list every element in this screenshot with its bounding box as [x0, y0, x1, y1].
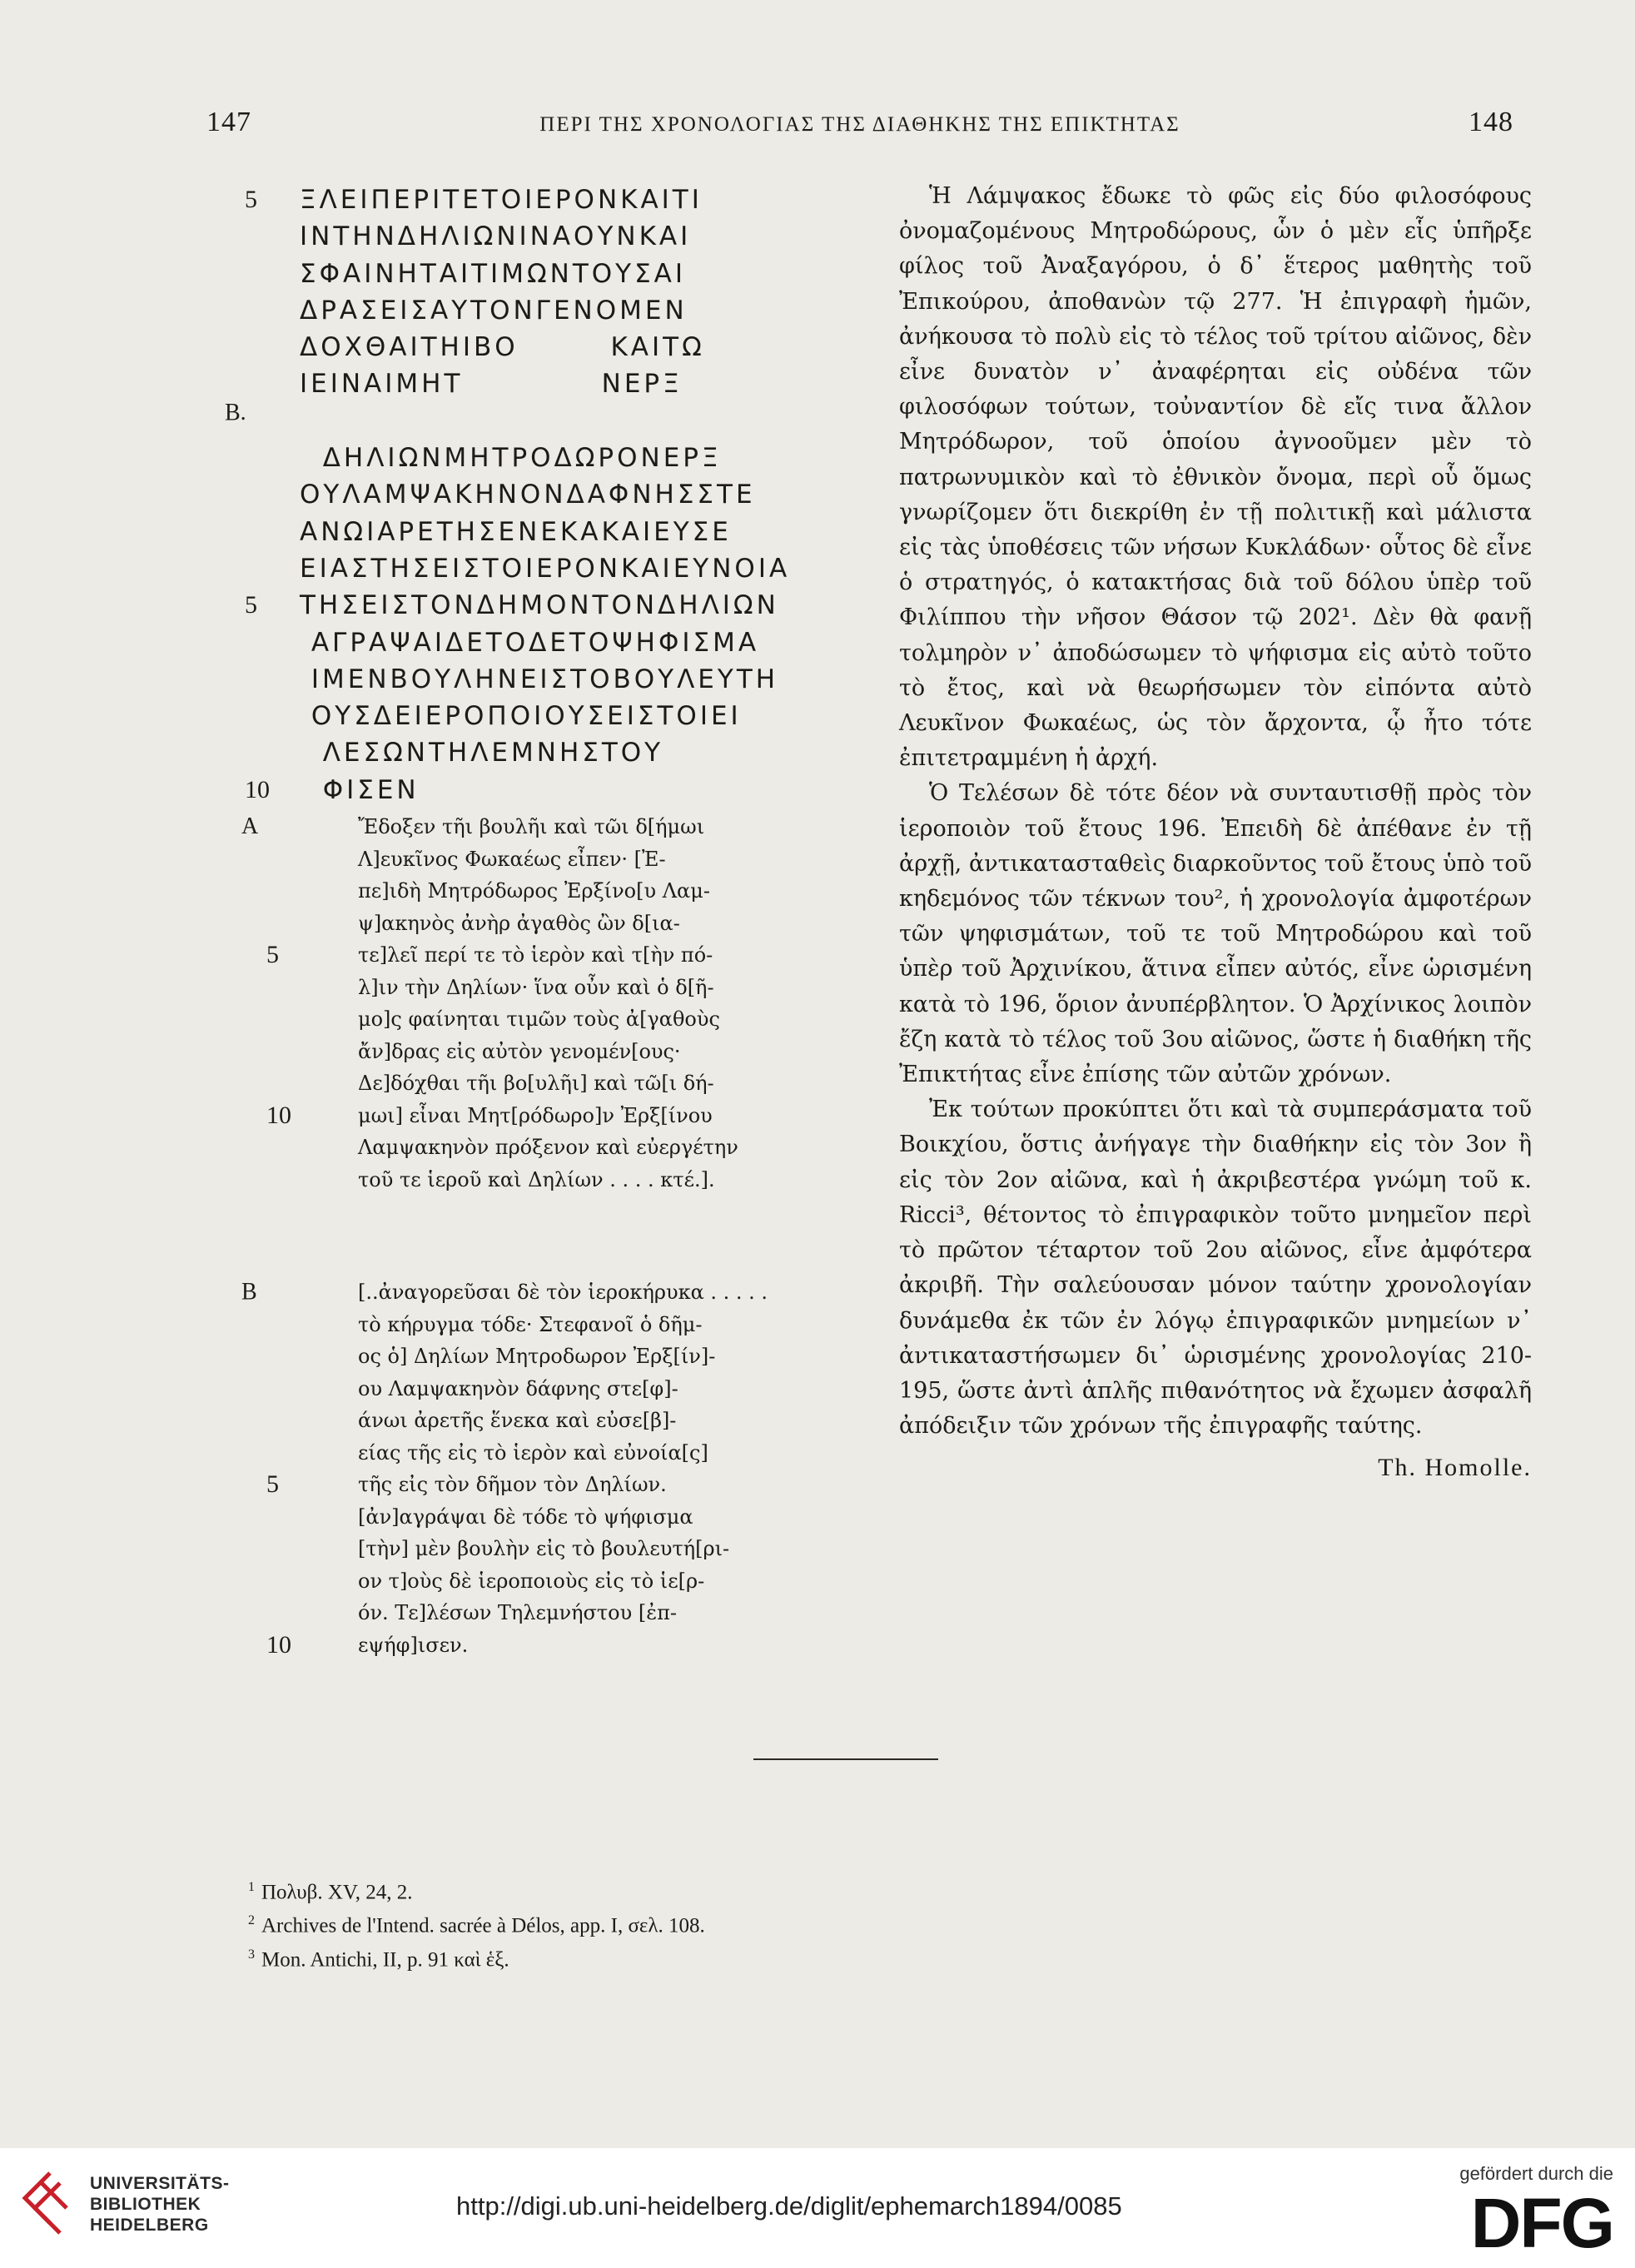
inscription-text: ΑΝΩΙΑΡΕΤΗΣΕΝΕΚΑΚΑΙΕΥΣΕ: [300, 516, 732, 547]
section-mark: Α: [241, 813, 259, 839]
transcription-line: [358, 1597, 824, 1629]
line-number: 5: [245, 186, 257, 213]
footnote-separator: [753, 1758, 938, 1760]
transcription-text: ου Λαμψακηνὸν δάφνης στε[φ]-: [358, 1376, 678, 1400]
inscription-text: ΑΓΡΑΨΑΙΔΕΤΟΔΕΤΟΨΗΦΙΣΜΑ: [300, 627, 760, 658]
line-number: 10: [245, 775, 270, 803]
footnotes: [248, 1873, 705, 1974]
transcription-text: Ἔδοξεν τῆι βουλῆι καὶ τῶι δ[ήμωι: [358, 815, 705, 838]
transcription-line: [358, 908, 824, 940]
page-number-left: 147: [206, 107, 251, 137]
transcription-line: [358, 972, 824, 1004]
inscription-line: [225, 624, 857, 661]
transcription-line: [358, 1533, 824, 1565]
transcription-text: τὸ κήρυγμα τόδε· Στεφανοῖ ὁ δῆμ-: [358, 1312, 703, 1336]
line-number: 10: [266, 1630, 291, 1659]
transcription-text: Δε]δόχθαι τῆι βο[υλῆι] καὶ τῶ[ι δή-: [358, 1072, 714, 1095]
inscription-line: [225, 698, 857, 734]
transcription-text: μωι] εἶναι Μητ[ρόδωρο]ν Ἐρξ[ίνου: [358, 1103, 713, 1127]
inscription-section-mark: Β.: [225, 400, 246, 425]
page-number-right: 148: [1468, 107, 1513, 137]
transcription-text: [..ἀναγορεῦσαι δὲ τὸν ἱεροκήρυκα . . . . .: [358, 1281, 768, 1304]
inscription-line: [225, 366, 857, 402]
commentary-column: [899, 179, 1532, 1486]
transcription-line: [358, 1501, 824, 1534]
inscription-text: ΦΙΣΕΝ: [300, 774, 420, 805]
transcription-line: [266, 1100, 824, 1132]
transcription-text: τε]λεῖ περί τε τὸ ἱερὸν καὶ τ[ὴν πό-: [358, 943, 713, 967]
institution-name: UNIVERSITÄTS- BIBLIOTHEK HEIDELBERG: [90, 2174, 230, 2235]
transcription-line: [358, 1003, 824, 1036]
inscription-line: [225, 329, 857, 366]
transcription-line: [266, 1469, 824, 1501]
inscription-line: [225, 218, 857, 255]
inscription-line: [225, 587, 857, 624]
transcription-line: [266, 1629, 824, 1662]
running-title: ΠΕΡΙ ΤΗΣ ΧΡΟΝΟΛΟΓΙΑΣ ΤΗΣ ΔΙΑΘΗΚΗΣ ΤΗΣ ΕΠΙΚΤΗΤΑΣ: [539, 113, 1180, 136]
inscription-line: [225, 550, 857, 587]
inscription-text: ΙΝΤΗΝΔΗΛΙΩΝΙΝΑΟΥΝΚΑΙ: [300, 221, 692, 252]
transcription-text: λ]ιν τὴν Δηλίων· ἵνα οὖν καὶ ὁ δ[ῆ-: [358, 975, 714, 999]
university-library-logo-icon[interactable]: [17, 2166, 75, 2241]
transcription-b: [241, 1276, 824, 1661]
inscription-text: ΟΥΣΔΕΙΕΡΟΠΟΙΟΥΣΕΙΣΤΟΙΕΙ: [300, 701, 742, 732]
inscription-line: [225, 734, 857, 771]
transcription-text: Λαμψακηνὸν πρόξενον καὶ εὐεργέτην: [358, 1136, 738, 1159]
inscription-line: [225, 256, 857, 292]
transcription-text: ος ὁ] Δηλίων Μητροδωρον Ἐρξ[ίν]-: [358, 1345, 716, 1368]
paragraph-3: Ἐκ τούτων προκύπτει ὅτι καὶ τὰ συμπεράσματα τοῦ Βοικχίου, ὅστις ἀνήγαγε τὴν διαθήκην εἰς τὸν 3ον ἢ εἰς τὸν 2ον αἰῶνα, καὶ ἡ ἀκριβεστέρα γνώμη τοῦ κ. Ricci³, θέτοντος τὸ ἐπιγραφικὸν τοῦτο μνημεῖον περὶ τὸ πρῶτον τέταρτον τοῦ 2ου αἰῶνος, εἶνε ἀμφότερα ἀκριβῆ. Τὴν σαλεύουσαν μόνον ταύτην χρονολογίαν δυνάμεθα ἐκ τῶν ἐν λόγῳ ἐπιγραφικῶν μνημείων ν᾽ ἀντικαταστήσωμεν δι᾽ ὡρισμένης χρονολογίας 210-195, ὥστε ἀντὶ ἁπλῆς πιθανότητος νὰ ἔχωμεν ἀσφαλῆ ἀπόδειξιν τῶν χρόνων τῆς ἐπιγραφῆς ταύτης.: [899, 1097, 1532, 1440]
inscription-text: ΔΟΧΘΑΙΤΗΙΒΟ ΚΑΙΤΩ: [300, 332, 705, 363]
transcription-line: [241, 1276, 824, 1309]
line-number: 5: [266, 1470, 279, 1498]
transcription-text: είας τῆς εἰς τὸ ἱερὸν καὶ εὐνοία[ς]: [358, 1440, 708, 1465]
paragraph-2: Ὁ Τελέσων δὲ τότε δέον νὰ συνταυτισθῇ πρὸς τὸν ἱεροποιὸν τοῦ ἔτους 196. Ἐπειδὴ δὲ ἀπέθανε ἐν τῇ ἀρχῇ, ἀντικατασταθεὶς διαρκοῦντος τοῦ ἔτους ὑπὸ τοῦ κηδεμόνος τῶν τέκνων του², ἡ χρονολογία ἀμφοτέρων τῶν ψηφισμάτων, τοῦ τε τοῦ Μητροδώρου καὶ τοῦ ὑπὲρ τοῦ Ἀρχινίκου, ἅτινα εἶπεν αὐτός, εἶνε ὡρισμένη κατὰ τὸ 196, ὅριον ἀνυπέρβλητον. Ὁ Ἀρχίνικος λοιπὸν ἔζη κατὰ τὸ τέλος τοῦ 3ου αἰῶνος, ὥστε ἡ διαθήκη τῆς Ἐπικτήτας εἶνε ἐπίσης τῶν αὐτῶν χρόνων.: [899, 780, 1532, 1088]
dfg-logo[interactable]: DFG: [1470, 2184, 1613, 2262]
inscription-line: [225, 514, 857, 550]
inscription-text: ΛΕΣΩΝΤΗΛΕΜΝΗΣΤΟΥ: [300, 738, 664, 768]
inscription-line: [225, 292, 857, 329]
transcription-line: [358, 1036, 824, 1068]
transcription-line: [358, 843, 824, 876]
digitization-footer: [0, 2148, 1635, 2268]
inscription-text: ΙΕΙΝΑΙΜΗΤ ΝΕΡΞ: [300, 369, 683, 400]
inscription-line: [225, 440, 857, 476]
inscription-text: ΕΙΑΣΤΗΣΕΙΣΤΟΙΕΡΟΝΚΑΙΕΥΝΟΙΑ: [300, 553, 791, 584]
transcription-line: [358, 1164, 824, 1196]
line-number: 5: [245, 591, 257, 619]
author-signature: Th. Homolle.: [1378, 1454, 1532, 1482]
transcription-line: [358, 875, 824, 908]
transcription-text: Λ]ευκῖνος Φωκαέως εἶπεν· [Ἐ-: [358, 847, 666, 871]
funding-note: gefördert durch die: [1459, 2163, 1613, 2184]
transcription-line: [358, 1067, 824, 1100]
transcription-line: [266, 939, 824, 972]
transcription-text: τοῦ τε ἱεροῦ καὶ Δηλίων . . . . κτέ.].: [358, 1167, 715, 1191]
transcription-text: μο]ς φαίνηται τιμῶν τοὺς ἀ[γαθοὺς: [358, 1007, 720, 1031]
transcription-text: ἄν]δρας εἰς αὐτὸν γενομέν[ους·: [358, 1039, 681, 1063]
transcription-line: [358, 1373, 824, 1405]
transcription-text: όν. Τε]λέσων Τηλεμνήστου [ἐπ-: [358, 1601, 677, 1624]
inscription-line: [225, 182, 857, 218]
source-url-link[interactable]: http://digi.ub.uni-heidelberg.de/diglit/ephemarch1894/0085: [456, 2191, 1122, 2221]
inscription-line: [225, 403, 857, 440]
inscription-text: ΤΗΣΕΙΣΤΟΝΔΗΜΟΝΤΟΝΔΗΛΙΩΝ: [300, 590, 779, 621]
transcription-line: [241, 811, 824, 843]
transcription-line: [358, 1340, 824, 1373]
transcription-text: πε]ιδὴ Μητρόδωρος Ἐρξίνο[υ Λαμ-: [358, 879, 710, 903]
line-number: 5: [266, 941, 279, 968]
transcription-line: [358, 1437, 824, 1470]
footnote-3: $^3$ Mon. Antichi, II, p. 91 καὶ ἑξ.: [248, 1947, 509, 1971]
transcription-line: [358, 1565, 824, 1598]
inscription-line: [225, 772, 857, 808]
transcription-line: [358, 1309, 824, 1341]
footnote-1: $^1$ Πολυβ. XV, 24, 2.: [248, 1880, 413, 1904]
footnote-2: $^2$ Archives de l'Intend. sacrée à Délos, app. I, σελ. 108.: [248, 1913, 705, 1937]
inscription-text: ΟΥΛΑΜΨΑΚΗΝΟΝΔΑΦΝΗΣΣΤΕ: [300, 480, 756, 510]
inscription-majuscule: [225, 182, 857, 808]
transcription-text: άνωι ἀρετῆς ἕνεκα καὶ εὐσε[β]-: [358, 1409, 677, 1432]
running-header: [206, 107, 1513, 157]
inscription-line: [225, 476, 857, 513]
transcription-text: ψ]ακηνὸς ἀνὴρ ἀγαθὸς ὢν δ[ια-: [358, 911, 680, 935]
transcription-text: εψήφ]ισεν.: [358, 1633, 469, 1657]
transcription-line: [358, 1132, 824, 1164]
section-mark: Β: [241, 1279, 257, 1305]
transcription-text: τῆς εἰς τὸν δῆμον τὸν Δηλίων.: [358, 1473, 667, 1496]
paragraph-1: Ἡ Λάμψακος ἔδωκε τὸ φῶς εἰς δύο φιλοσόφους ὀνομαζομένους Μητροδώρους, ὧν ὁ μὲν εἷς ὑπῆρξε φίλος τοῦ Ἀναξαγόρου, ὁ δ᾽ ἕτερος μαθητὴς τοῦ Ἐπικούρου, ἀποθανὼν τῷ 277. Ἡ ἐπιγραφὴ ἡμῶν, ἀνήκουσα τὸ πολὺ εἰς τὸ τέλος τοῦ τρίτου αἰῶνος, δὲν εἶνε δυνατὸν ν᾽ ἀναφέρηται εἰς οὐδένα τῶν φιλοσόφων τούτων, τοὐναντίον δὲ εἴς τινα ἄλλον Μητρόδωρον, τοῦ ὁποίου ἀγνοοῦμεν μὲν τὸ πατρωνυμικὸν καὶ τὸ ἐθνικὸν ὄνομα, περὶ οὗ ὅμως γνωρίζομεν ὅτι διεκρίθη ἐν τῇ πολιτικῇ καὶ μάλιστα εἰς τὰς ὑποθέσεις τῶν νήσων Κυκλάδων· οὗτος δὲ εἶνε ὁ στρατηγός, ὁ κατακτήσας διὰ τοῦ δόλου ὑπὲρ τοῦ Φιλίππου τὴν νῆσον Θάσον τῷ 202¹. Δὲν θὰ φανῇ τολμηρὸν ν᾽ ἀποδώσωμεν τὸ ψήφισμα εἰς αὐτὸ τοῦτο τὸ ἔτος, καὶ νὰ θεωρήσωμεν τὸν εἰπόντα αὐτὸ Λευκῖνον Φωκαέως, ὡς τὸν ἄρχοντα, ᾧ ἦτο τότε ἐπιτετραμμένη ἡ ἀρχή.: [899, 183, 1532, 772]
left-column: [225, 182, 857, 808]
transcription-line: [358, 1405, 824, 1437]
transcription-text: [τὴν] μὲν βουλὴν εἰς τὸ βουλευτή[ρι-: [358, 1537, 730, 1560]
inscription-text: ΔΗΛΙΩΝΜΗΤΡΟΔΩΡΟΝΕΡΞ: [300, 443, 722, 474]
transcription-text: ον τ]οὺς δὲ ἱεροποιοὺς εἰς τὸ ἱε[ρ-: [358, 1569, 705, 1593]
inscription-text: ΣΦΑΙΝΗΤΑΙΤΙΜΩΝΤΟΥΣΑΙ: [300, 258, 687, 289]
inscription-text: ΙΜΕΝΒΟΥΛΗΝΕΙΣΤΟΒΟΥΛΕΥΤΗ: [300, 664, 779, 694]
inscription-line: [225, 661, 857, 698]
line-number: 10: [266, 1101, 291, 1129]
transcription-text: [ἀν]αγράψαι δὲ τόδε τὸ ψήφισμα: [358, 1505, 693, 1529]
transcription-a: [241, 811, 824, 1196]
inscription-text: ΞΛΕΙΠΕΡΙΤΕΤΟΙΕΡΟΝΚΑΙΤΙ: [300, 185, 703, 215]
inscription-text: ΔΡΑΣΕΙΣΑΥΤΟΝΓΕΝΟΜΕΝ: [300, 295, 688, 326]
